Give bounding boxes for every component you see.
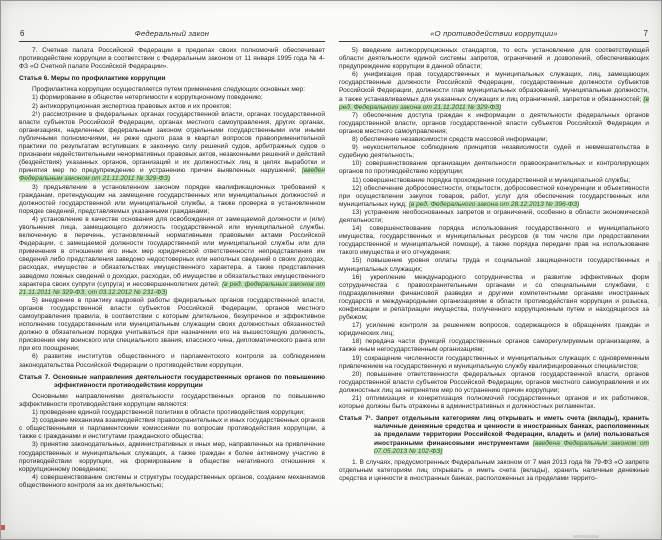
text-segment: 1) формирование в обществе нетерпимости к коррупционному поведению; xyxy=(32,94,263,102)
paragraph xyxy=(339,209,649,225)
paragraph xyxy=(339,136,649,144)
article-heading xyxy=(19,374,325,390)
text-segment: 2¹) рассмотрение в федеральных органах государственной власти, органах государственной власти субъектов Российской Федерации, органах местного самоуправления, других органах, организациях, наделенных федеральным законом отдельными государственными или иными публичными полномочиями, не реже одного раза в квартал вопросов правоприменительной практики по результатам вступивших в законную силу решений судов, арбитражных судов о признании недействительными ненормативных правовых актов, незаконными решений и действий (бездействия) указанных органов, организаций и их должностных лиц в целях выработки и принятия мер по предупреждению и устранению причин выявленных нарушений; xyxy=(19,110,325,175)
amendment-note: (в ред. Федерального закона от 21.11.2011 № 329-ФЗ) xyxy=(339,95,649,111)
text-segment: 6) унификация прав государственных и муниципальных служащих, лиц, замещающих государственные должности Российской Федерации, государственные должности субъектов Российской Федерации, должности глав муниципальных образований, муниципальные должности, а также устанавливаемых для указанных служащих и лиц ограничений, запретов и обязанностей; xyxy=(339,71,649,103)
paragraph xyxy=(339,47,649,71)
paragraph xyxy=(19,216,325,297)
text-segment: 9) неукоснительное соблюдение принципов независимости судей и невмешательства в судебную деятельность; xyxy=(339,144,649,160)
paragraph xyxy=(19,474,325,490)
text-segment: 20) повышение ответственности федеральных органов государственной власти, органов государственной власти субъектов Российской Федерации, органов местного самоуправления и их должностных лиц за непринятие мер по устранению причин коррупции; xyxy=(339,370,649,394)
paragraph xyxy=(339,112,649,136)
text-segment: 7) обеспечение доступа граждан к информации о деятельности федеральных органов государственной власти, органов государственной власти субъектов Российской Федерации и органов местного самоуправления; xyxy=(339,111,649,135)
amendment-note: (введена Федеральным законом от 07.05.2013 № 102-ФЗ) xyxy=(374,439,649,455)
text-segment: 3) принятие законодательных, административных и иных мер, направленных на привлечение государственных и муниципальных служащих, а также граждан к более активному участию в противодействии коррупции, на формирование в обществе негативного отношения к коррупционному поведению; xyxy=(19,441,325,473)
paragraph xyxy=(339,144,649,160)
text-segment: 17) усиление контроля за решением вопросов, содержащихся в обращениях граждан и юридических лиц; xyxy=(339,322,649,338)
text-segment: 21) оптимизация и конкретизация полномочий государственных органов и их работников, которые должны быть отражены в административных и должностных регламентах. xyxy=(339,395,649,411)
amendment-note: (в ред. Федерального закона от 28.12.2013 № 396-ФЗ) xyxy=(408,200,580,208)
page-body-left xyxy=(19,47,325,490)
paragraph xyxy=(19,409,325,417)
text-segment: 4) совершенствование системы и структуры государственных органов, создание механизмов общественного контроля за их деятельностью; xyxy=(19,473,325,489)
paragraph xyxy=(339,459,649,483)
paragraph xyxy=(339,160,649,176)
header-rule-left xyxy=(19,41,325,42)
article-heading xyxy=(339,415,649,455)
amendment-note: (введен Федеральным законом от 21.11.2011 № 329-ФЗ) xyxy=(19,167,325,183)
paragraph xyxy=(339,371,649,395)
scan-artifact-red-mark xyxy=(1,525,5,530)
text-segment: 1. В случаях, предусмотренных Федеральным законом от 7 мая 2013 года № 79-ФЗ «О запрете отдельным категориям лиц открывать и иметь счета (вклады), хранить наличные денежные средства и ценности в иностранных банках, расположенных за пределами террито- xyxy=(339,458,649,482)
paragraph xyxy=(19,111,325,184)
paragraph xyxy=(339,225,649,257)
page-body-right xyxy=(339,47,649,483)
article-heading xyxy=(19,75,325,83)
page-number-right: 7 xyxy=(643,29,648,38)
text-segment: 3) предъявление в установленном законом порядке квалификационных требований к гражданам, претендующим на замещение государственных или муниципальных должностей и должностей государственной или муниципальной службы, а также проверка в установленном порядке сведений, представляемых указанными гражданами; xyxy=(19,183,325,215)
text-segment: 7. Счетная палата Российской Федерации в пределах своих полномочий обеспечивает противодействие коррупции в соответствии с Федеральным законом от 11 января 1995 года № 4-ФЗ «О Счетной палате Российской Федерации». xyxy=(19,47,325,71)
paragraph xyxy=(339,322,649,338)
text-segment: 18) передача части функций государственных органов саморегулируемым организациям, а также иным негосударственным организациям; xyxy=(339,338,649,354)
paragraph xyxy=(19,353,325,369)
paragraph xyxy=(339,395,649,411)
paragraph xyxy=(339,185,649,209)
paragraph xyxy=(19,393,325,409)
text-segment: 1) проведение единой государственной политики в области противодействия коррупции; xyxy=(32,409,305,417)
paragraph xyxy=(339,71,649,111)
paragraph xyxy=(19,417,325,441)
paragraph xyxy=(19,441,325,473)
text-segment: 2) создание механизма взаимодействия правоохранительных и иных государственных органов с общественными и парламентскими комиссиями по вопросам противодействия коррупции, а также с гражданами и институтами гражданского общества; xyxy=(19,417,325,441)
text-segment: Статья 7¹. Запрет отдельным категориям лиц открывать и иметь счета (вклады), хранить наличные денежные средства и ценности в иностранных банках, расположенных за пределами территории Российской Федерации, владеть и (или) пользоваться иностранными финансовыми инструментами xyxy=(339,415,649,447)
text-segment: 19) сокращение численности государственных и муниципальных служащих с одновременным привлечением на государственную и муниципальную службу квалифицированных специалистов; xyxy=(339,354,649,370)
paragraph xyxy=(339,274,649,323)
text-segment: Основными направлениями деятельности государственных органов по повышению эффективности противодействия коррупции являются: xyxy=(19,392,325,408)
paragraph xyxy=(19,47,325,71)
text-segment: 11) совершенствование порядка прохождения государственной и муниципальной службы; xyxy=(352,176,630,184)
text-segment: 16) укрепление международного сотрудничества и развитие эффективных форм сотрудничества с правоохранительными органами и со специальными службами, с подразделениями финансовой разведки и другими компетентными органами иностранных государств и международными организациями в области противодействия коррупции и розыска, конфискации и репатриации имущества, полученного коррупционным путем и находящегося за рубежом; xyxy=(339,273,649,322)
text-segment: 6) развитие институтов общественного и парламентского контроля за соблюдением законодательства Российской Федерации о противодействии коррупции. xyxy=(19,353,325,369)
text-segment: 8) обеспечение независимости средств массовой информации; xyxy=(352,136,548,144)
text-segment: 15) повышение уровня оплаты труда и социальной защищенности государственных и муниципальных служащих; xyxy=(339,257,649,273)
page-number-left: 6 xyxy=(20,29,25,38)
running-title-left: Федеральный закон xyxy=(134,29,210,38)
paragraph xyxy=(19,184,325,216)
header-rule-right xyxy=(339,41,649,42)
paragraph xyxy=(19,94,325,102)
text-segment: 10) совершенствование организации деятельности правоохранительных и контролирующих органов по противодействию коррупции; xyxy=(339,160,649,176)
paragraph xyxy=(339,257,649,273)
scan-artifact-bottom-smudge xyxy=(573,535,599,538)
text-segment: 2) антикоррупционная экспертиза правовых актов и их проектов; xyxy=(32,102,232,110)
text-segment: 4) установление в качестве основания для освобождения от замещаемой должности и (или) увольнения лица, замещающего должность государственной или муниципальной службы, включенную в перечень, установленный нормативными правовыми актами Российской Федерации, с замещаемой должности государственной или муниципальной службы или для применения в отношении его иных мер юридической ответственности непредставления им сведений либо представления заведомо недостоверных или неполных сведений о своих доходах, расходах, имуществе и обязательствах имущественного характера, а также представления заведомо ложных сведений о доходах, расходах, об имуществе и обязательствах имущественного характера своих супруги (супруга) и несовершеннолетних детей; xyxy=(19,215,325,288)
paragraph xyxy=(339,355,649,371)
page-header-right xyxy=(339,29,649,40)
text-segment: 13) устранение необоснованных запретов и ограничений, особенно в области экономической деятельности; xyxy=(339,208,649,224)
paragraph xyxy=(19,103,325,111)
text-segment: 5) внедрение в практику кадровой работы федеральных органов государственной власти, органов государственной власти субъектов Российской Федерации, органов местного самоуправления правила, в соответствии с которым длительное, безупречное и эффективное исполнение государственным или муниципальным служащим своих должностных обязанностей должно в обязательном порядке учитываться при назначении его на вышестоящую должность, присвоении ему воинского или специального звания, классного чина, дипломатического ранга или при его поощрении; xyxy=(19,296,325,353)
page-right xyxy=(339,29,649,483)
page-left xyxy=(19,29,325,490)
page-header-left xyxy=(19,29,325,40)
text-segment: Статья 7. Основные направления деятельности государственных органов по повышению эффективности противодействия коррупции xyxy=(19,373,325,389)
text-segment: Статья 6. Меры по профилактике коррупции xyxy=(19,75,166,83)
amendment-note: (в ред. федеральных законов от 21.11.2011 № 329-ФЗ, от 03.12.2012 № 231-ФЗ) xyxy=(19,280,326,296)
text-segment: Профилактика коррупции осуществляется путем применения следующих основных мер: xyxy=(32,86,306,94)
text-segment: 12) обеспечение добросовестности, открытости, добросовестной конкуренции и объективности при осуществлении закупок товаров, работ, услуг для обеспечения государственных или муниципальных нужд; xyxy=(339,184,649,208)
scan-artifact-edge-smudge xyxy=(658,261,661,307)
paragraph xyxy=(339,177,649,185)
text-segment: 14) совершенствование порядка использования государственного и муниципального имущества, государственных и муниципальных ресурсов (в том числе при предоставлении государственной и муниципальной помощи), а также порядка передачи прав на использование такого имущества и его отчуждения; xyxy=(339,225,649,257)
running-title-right: «О противодействии коррупции» xyxy=(430,29,558,38)
paragraph xyxy=(339,338,649,354)
paragraph xyxy=(19,297,325,354)
text-segment: 5) введение антикоррупционных стандартов, то есть установление для соответствующей области деятельности единой системы запретов, ограничений и дозволений, обеспечивающих предупреждение коррупции в данной области; xyxy=(339,47,649,71)
